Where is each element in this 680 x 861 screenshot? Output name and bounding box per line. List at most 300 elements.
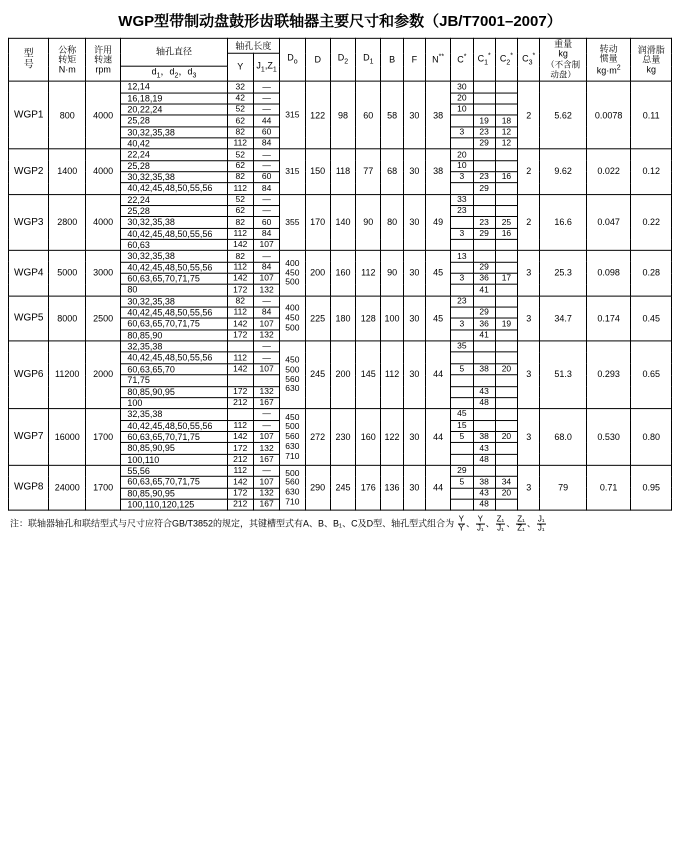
table-row bbox=[9, 81, 672, 92]
cell-C1 bbox=[473, 93, 495, 104]
cell-length-J1Z1: 167 bbox=[253, 397, 279, 408]
cell-C bbox=[451, 352, 473, 363]
cell-B: 80 bbox=[381, 194, 403, 250]
cell-C2 bbox=[495, 239, 517, 250]
cell-C2 bbox=[495, 352, 517, 363]
header-grease: 润滑脂 总量 kg bbox=[631, 38, 672, 81]
cell-N: 45 bbox=[425, 251, 450, 296]
cell-length-Y: 172 bbox=[227, 386, 253, 397]
table-header-row-1 bbox=[9, 38, 672, 53]
note-fractions bbox=[457, 514, 547, 533]
cell-C1: 43 bbox=[473, 488, 495, 499]
cell-C bbox=[451, 239, 473, 250]
cell-C1: 36 bbox=[473, 273, 495, 284]
cell-length-Y: 172 bbox=[227, 488, 253, 499]
cell-bore-diameter: 80 bbox=[121, 285, 227, 296]
header-bore-dia: 轴孔直径 bbox=[121, 38, 227, 66]
cell-C: 5 bbox=[451, 477, 473, 488]
cell-C2 bbox=[495, 397, 517, 408]
cell-length-J1Z1: 132 bbox=[253, 443, 279, 454]
cell-bore-diameter: 16,18,19 bbox=[121, 93, 227, 104]
cell-Do: 400 450 500 bbox=[280, 296, 305, 341]
cell-D: 225 bbox=[305, 296, 330, 341]
cell-C2 bbox=[495, 206, 517, 217]
cell-C bbox=[451, 330, 473, 341]
cell-C1 bbox=[473, 194, 495, 205]
cell-bore-diameter: 40,42,45,48,50,55,56 bbox=[121, 307, 227, 318]
cell-inertia: 0.293 bbox=[586, 341, 631, 409]
table-row bbox=[9, 149, 672, 160]
cell-speed: 4000 bbox=[85, 81, 120, 149]
cell-C1: 29 bbox=[473, 228, 495, 239]
cell-speed: 2000 bbox=[85, 341, 120, 409]
cell-length-J1Z1: 132 bbox=[253, 285, 279, 296]
cell-length-Y: 212 bbox=[227, 499, 253, 510]
cell-C2 bbox=[495, 341, 517, 352]
table-row bbox=[9, 194, 672, 205]
cell-C: 5 bbox=[451, 431, 473, 442]
cell-C2: 18 bbox=[495, 115, 517, 126]
cell-bore-diameter: 60,63,65,70,71,75 bbox=[121, 431, 227, 442]
cell-length-J1Z1: 84 bbox=[253, 307, 279, 318]
cell-C2: 12 bbox=[495, 127, 517, 138]
cell-weight: 5.62 bbox=[540, 81, 587, 149]
cell-C2 bbox=[495, 160, 517, 171]
table-row bbox=[9, 296, 672, 307]
cell-C1: 23 bbox=[473, 172, 495, 183]
cell-C2 bbox=[495, 262, 517, 273]
cell-N: 38 bbox=[425, 149, 450, 194]
cell-D1: 60 bbox=[356, 81, 381, 149]
cell-D2: 140 bbox=[330, 194, 355, 250]
cell-length-J1Z1: 132 bbox=[253, 330, 279, 341]
cell-D1: 160 bbox=[356, 409, 381, 465]
cell-bore-diameter: 22,24 bbox=[121, 149, 227, 160]
cell-weight: 16.6 bbox=[540, 194, 587, 250]
cell-grease: 0.22 bbox=[631, 194, 672, 250]
cell-C2: 20 bbox=[495, 431, 517, 442]
cell-F: 30 bbox=[403, 251, 425, 296]
cell-grease: 0.28 bbox=[631, 251, 672, 296]
cell-C2 bbox=[495, 104, 517, 115]
cell-model: WGP2 bbox=[9, 149, 49, 194]
cell-D2: 245 bbox=[330, 465, 355, 510]
note-separator: 、 bbox=[485, 518, 495, 529]
cell-D1: 90 bbox=[356, 194, 381, 250]
cell-length-Y: 52 bbox=[227, 194, 253, 205]
cell-F: 30 bbox=[403, 81, 425, 149]
cell-C1 bbox=[473, 239, 495, 250]
header-Do: $D_o$ bbox=[280, 38, 305, 81]
cell-length-Y: 82 bbox=[227, 127, 253, 138]
cell-C1: 29 bbox=[473, 262, 495, 273]
cell-C1 bbox=[473, 104, 495, 115]
cell-D: 245 bbox=[305, 341, 330, 409]
cell-C: 23 bbox=[451, 206, 473, 217]
cell-C2: 34 bbox=[495, 477, 517, 488]
cell-C2: 16 bbox=[495, 172, 517, 183]
cell-C: 20 bbox=[451, 93, 473, 104]
cell-F: 30 bbox=[403, 194, 425, 250]
table-note bbox=[8, 516, 672, 533]
cell-bore-diameter: 60,63,65,70,71,75 bbox=[121, 318, 227, 329]
header-C: C* bbox=[451, 38, 473, 81]
cell-inertia: 0.530 bbox=[586, 409, 631, 465]
cell-length-J1Z1: — bbox=[253, 93, 279, 104]
cell-Do: 315 bbox=[280, 81, 305, 149]
cell-Do: 400 450 500 bbox=[280, 251, 305, 296]
cell-C bbox=[451, 488, 473, 499]
cell-length-J1Z1: 107 bbox=[253, 477, 279, 488]
cell-C bbox=[451, 397, 473, 408]
cell-bore-diameter: 40,42,45,48,50,55,56 bbox=[121, 183, 227, 194]
cell-bore-diameter: 32,35,38 bbox=[121, 409, 227, 420]
cell-C: 3 bbox=[451, 172, 473, 183]
cell-length-Y: 52 bbox=[227, 149, 253, 160]
cell-C bbox=[451, 183, 473, 194]
cell-grease: 0.12 bbox=[631, 149, 672, 194]
note-text: 注：联轴器轴孔和联结型式与尺寸应符合GB/T3852的规定，其键槽型式有A、B、B₁、C及D型、轴孔型式组合为 bbox=[10, 518, 455, 529]
cell-bore-diameter: 30,32,35,38 bbox=[121, 172, 227, 183]
note-separator: 、 bbox=[465, 518, 475, 529]
cell-C bbox=[451, 375, 473, 386]
cell-C2 bbox=[495, 194, 517, 205]
cell-C2: 16 bbox=[495, 228, 517, 239]
cell-C1: 36 bbox=[473, 318, 495, 329]
note-fraction: $\frac{\text{Z₁}}{\text{Z₁}}$ bbox=[517, 514, 525, 533]
cell-speed: 4000 bbox=[85, 149, 120, 194]
cell-bore-diameter: 40,42,45,48,50,55,56 bbox=[121, 228, 227, 239]
cell-D1: 112 bbox=[356, 251, 381, 296]
cell-length-Y: 112 bbox=[227, 307, 253, 318]
cell-Do: 500 560 630 710 bbox=[280, 465, 305, 510]
cell-N: 38 bbox=[425, 81, 450, 149]
cell-length-Y: 142 bbox=[227, 273, 253, 284]
cell-inertia: 0.022 bbox=[586, 149, 631, 194]
cell-length-J1Z1: 107 bbox=[253, 239, 279, 250]
cell-length-Y: 112 bbox=[227, 138, 253, 149]
cell-F: 30 bbox=[403, 341, 425, 409]
cell-length-J1Z1: 60 bbox=[253, 127, 279, 138]
cell-C2: 19 bbox=[495, 318, 517, 329]
cell-D2: 200 bbox=[330, 341, 355, 409]
cell-B: 122 bbox=[381, 409, 403, 465]
cell-bore-diameter: 100,110 bbox=[121, 454, 227, 465]
cell-C: 35 bbox=[451, 341, 473, 352]
cell-N: 44 bbox=[425, 409, 450, 465]
cell-C3: 2 bbox=[518, 194, 540, 250]
cell-inertia: 0.0078 bbox=[586, 81, 631, 149]
header-model: 型 号 bbox=[9, 38, 49, 81]
cell-length-Y: 112 bbox=[227, 228, 253, 239]
header-D2: $D_2$ bbox=[330, 38, 355, 81]
cell-length-J1Z1: — bbox=[253, 81, 279, 92]
cell-length-Y: 82 bbox=[227, 296, 253, 307]
cell-C1 bbox=[473, 296, 495, 307]
cell-length-J1Z1: 107 bbox=[253, 364, 279, 375]
cell-length-Y: 142 bbox=[227, 239, 253, 250]
cell-weight: 51.3 bbox=[540, 341, 587, 409]
cell-C1: 23 bbox=[473, 127, 495, 138]
cell-C3: 3 bbox=[518, 465, 540, 510]
cell-C2 bbox=[495, 330, 517, 341]
cell-B: 90 bbox=[381, 251, 403, 296]
cell-C3: 3 bbox=[518, 296, 540, 341]
header-torque: 公称 转矩 N·m bbox=[49, 38, 85, 81]
cell-D: 200 bbox=[305, 251, 330, 296]
cell-C3: 3 bbox=[518, 341, 540, 409]
cell-length-J1Z1: — bbox=[253, 296, 279, 307]
cell-length-J1Z1: 167 bbox=[253, 454, 279, 465]
cell-C1: 29 bbox=[473, 183, 495, 194]
cell-Do: 450 500 560 630 bbox=[280, 341, 305, 409]
cell-C: 15 bbox=[451, 420, 473, 431]
cell-D1: 128 bbox=[356, 296, 381, 341]
cell-torque: 16000 bbox=[49, 409, 85, 465]
cell-torque: 8000 bbox=[49, 296, 85, 341]
cell-D: 170 bbox=[305, 194, 330, 250]
cell-Do: 315 bbox=[280, 149, 305, 194]
cell-D: 290 bbox=[305, 465, 330, 510]
note-separator: 、 bbox=[526, 518, 536, 529]
cell-bore-diameter: 60,63 bbox=[121, 239, 227, 250]
cell-grease: 0.65 bbox=[631, 341, 672, 409]
page-title: WGP型带制动盘鼓形齿联轴器主要尺寸和参数（JB/T7001–2007） bbox=[118, 12, 562, 30]
cell-length-Y: 52 bbox=[227, 104, 253, 115]
cell-bore-diameter: 32,35,38 bbox=[121, 341, 227, 352]
cell-C3: 3 bbox=[518, 251, 540, 296]
cell-bore-diameter: 80,85,90,95 bbox=[121, 386, 227, 397]
cell-bore-diameter: 100,110,120,125 bbox=[121, 499, 227, 510]
cell-length-Y: 212 bbox=[227, 454, 253, 465]
cell-bore-diameter: 60,63,65,70,71,75 bbox=[121, 477, 227, 488]
header-F: F bbox=[403, 38, 425, 81]
cell-model: WGP3 bbox=[9, 194, 49, 250]
cell-speed: 2500 bbox=[85, 296, 120, 341]
cell-C bbox=[451, 262, 473, 273]
cell-speed: 3000 bbox=[85, 251, 120, 296]
cell-length-Y bbox=[227, 375, 253, 386]
cell-bore-diameter: 80,85,90,95 bbox=[121, 488, 227, 499]
cell-length-J1Z1: — bbox=[253, 104, 279, 115]
cell-torque: 1400 bbox=[49, 149, 85, 194]
cell-length-J1Z1: 107 bbox=[253, 273, 279, 284]
cell-C1 bbox=[473, 206, 495, 217]
cell-C2: 20 bbox=[495, 364, 517, 375]
cell-length-J1Z1: — bbox=[253, 465, 279, 476]
cell-model: WGP6 bbox=[9, 341, 49, 409]
cell-length-Y bbox=[227, 341, 253, 352]
cell-C: 33 bbox=[451, 194, 473, 205]
cell-length-Y: 82 bbox=[227, 217, 253, 228]
cell-C bbox=[451, 443, 473, 454]
cell-bore-diameter: 55,56 bbox=[121, 465, 227, 476]
cell-length-Y: 42 bbox=[227, 93, 253, 104]
cell-speed: 4000 bbox=[85, 194, 120, 250]
table-body bbox=[9, 81, 672, 510]
header-B: B bbox=[381, 38, 403, 81]
cell-C3: 3 bbox=[518, 409, 540, 465]
cell-C1 bbox=[473, 375, 495, 386]
cell-C1: 38 bbox=[473, 477, 495, 488]
cell-grease: 0.11 bbox=[631, 81, 672, 149]
cell-length-J1Z1: — bbox=[253, 149, 279, 160]
cell-bore-diameter: 40,42,45,48,50,55,56 bbox=[121, 352, 227, 363]
cell-weight: 9.62 bbox=[540, 149, 587, 194]
cell-bore-diameter: 100 bbox=[121, 397, 227, 408]
cell-model: WGP5 bbox=[9, 296, 49, 341]
header-len-Y: Y bbox=[227, 53, 253, 81]
cell-F: 30 bbox=[403, 465, 425, 510]
cell-bore-diameter: 60,63,65,70 bbox=[121, 364, 227, 375]
cell-C1: 29 bbox=[473, 307, 495, 318]
cell-C1: 48 bbox=[473, 454, 495, 465]
cell-speed: 1700 bbox=[85, 465, 120, 510]
cell-Do: 450 500 560 630 710 bbox=[280, 409, 305, 465]
cell-bore-diameter: 40,42,45,48,50,55,56 bbox=[121, 420, 227, 431]
cell-C1: 23 bbox=[473, 217, 495, 228]
cell-C1 bbox=[473, 420, 495, 431]
cell-B: 100 bbox=[381, 296, 403, 341]
cell-length-Y: 62 bbox=[227, 115, 253, 126]
cell-D: 122 bbox=[305, 81, 330, 149]
cell-C: 10 bbox=[451, 160, 473, 171]
cell-length-Y: 82 bbox=[227, 172, 253, 183]
cell-N: 44 bbox=[425, 341, 450, 409]
cell-B: 58 bbox=[381, 81, 403, 149]
cell-N: 45 bbox=[425, 296, 450, 341]
cell-C1: 38 bbox=[473, 364, 495, 375]
cell-D1: 176 bbox=[356, 465, 381, 510]
cell-C bbox=[451, 217, 473, 228]
cell-C bbox=[451, 307, 473, 318]
cell-length-J1Z1: — bbox=[253, 160, 279, 171]
cell-C2 bbox=[495, 296, 517, 307]
cell-D: 150 bbox=[305, 149, 330, 194]
cell-length-J1Z1: 60 bbox=[253, 217, 279, 228]
header-weight: 重量 kg （不含制 动盘） bbox=[540, 38, 587, 81]
header-inertia: 转动 惯量 $kg\cdot m^2$ bbox=[586, 38, 631, 81]
header-C2: $C_2^*$ bbox=[495, 38, 517, 81]
cell-bore-diameter: 80,85,90,95 bbox=[121, 443, 227, 454]
cell-C: 20 bbox=[451, 149, 473, 160]
cell-D1: 77 bbox=[356, 149, 381, 194]
cell-C1 bbox=[473, 341, 495, 352]
cell-length-J1Z1: — bbox=[253, 194, 279, 205]
cell-inertia: 0.71 bbox=[586, 465, 631, 510]
cell-C3: 2 bbox=[518, 81, 540, 149]
cell-bore-diameter: 30,32,35,38 bbox=[121, 251, 227, 262]
cell-length-Y: 172 bbox=[227, 443, 253, 454]
cell-C bbox=[451, 499, 473, 510]
cell-C2 bbox=[495, 251, 517, 262]
cell-D2: 98 bbox=[330, 81, 355, 149]
cell-F: 30 bbox=[403, 149, 425, 194]
cell-F: 30 bbox=[403, 296, 425, 341]
cell-B: 112 bbox=[381, 341, 403, 409]
cell-bore-diameter: 12,14 bbox=[121, 81, 227, 92]
cell-torque: 11200 bbox=[49, 341, 85, 409]
cell-bore-diameter: 40,42 bbox=[121, 138, 227, 149]
cell-D2: 118 bbox=[330, 149, 355, 194]
cell-length-J1Z1: 107 bbox=[253, 431, 279, 442]
cell-C2 bbox=[495, 81, 517, 92]
cell-C bbox=[451, 138, 473, 149]
cell-bore-diameter: 30,32,35,38 bbox=[121, 127, 227, 138]
cell-C: 3 bbox=[451, 228, 473, 239]
header-bore-len: 轴孔长度 bbox=[227, 38, 280, 53]
cell-D2: 160 bbox=[330, 251, 355, 296]
table-row bbox=[9, 251, 672, 262]
cell-C1 bbox=[473, 81, 495, 92]
cell-length-J1Z1: 167 bbox=[253, 499, 279, 510]
cell-length-Y: 112 bbox=[227, 183, 253, 194]
cell-C2 bbox=[495, 454, 517, 465]
header-len-J1Z1: $J_1,Z_1$ bbox=[253, 53, 279, 81]
cell-length-Y: 112 bbox=[227, 420, 253, 431]
cell-C2 bbox=[495, 499, 517, 510]
cell-Do: 355 bbox=[280, 194, 305, 250]
header-bore-dia-sub: $d_1$，$d_2$，$d_3$ bbox=[121, 66, 227, 81]
cell-length-Y: 62 bbox=[227, 160, 253, 171]
cell-length-J1Z1: 84 bbox=[253, 138, 279, 149]
cell-length-Y: 142 bbox=[227, 364, 253, 375]
note-separator: 、 bbox=[506, 518, 516, 529]
cell-length-Y: 62 bbox=[227, 206, 253, 217]
cell-C bbox=[451, 386, 473, 397]
cell-C2 bbox=[495, 386, 517, 397]
cell-bore-diameter: 30,32,35,38 bbox=[121, 217, 227, 228]
cell-speed: 1700 bbox=[85, 409, 120, 465]
cell-C: 45 bbox=[451, 409, 473, 420]
cell-length-J1Z1: — bbox=[253, 352, 279, 363]
cell-length-J1Z1: — bbox=[253, 409, 279, 420]
cell-C: 3 bbox=[451, 318, 473, 329]
cell-length-J1Z1: 44 bbox=[253, 115, 279, 126]
cell-length-J1Z1: 84 bbox=[253, 262, 279, 273]
cell-length-Y: 32 bbox=[227, 81, 253, 92]
cell-bore-diameter: 80,85,90 bbox=[121, 330, 227, 341]
header-speed: 许用 转速 rpm bbox=[85, 38, 120, 81]
cell-D2: 230 bbox=[330, 409, 355, 465]
cell-length-J1Z1: 84 bbox=[253, 228, 279, 239]
cell-C: 23 bbox=[451, 296, 473, 307]
note-fraction: $\frac{\text{J₁}}{\text{J₁}}$ bbox=[537, 514, 545, 533]
cell-grease: 0.45 bbox=[631, 296, 672, 341]
cell-C2 bbox=[495, 285, 517, 296]
cell-C1 bbox=[473, 251, 495, 262]
cell-model: WGP4 bbox=[9, 251, 49, 296]
cell-torque: 24000 bbox=[49, 465, 85, 510]
cell-bore-diameter: 60,63,65,70,71,75 bbox=[121, 273, 227, 284]
cell-grease: 0.80 bbox=[631, 409, 672, 465]
cell-C1 bbox=[473, 160, 495, 171]
cell-length-J1Z1 bbox=[253, 375, 279, 386]
table-row bbox=[9, 341, 672, 352]
cell-model: WGP1 bbox=[9, 81, 49, 149]
cell-C1 bbox=[473, 352, 495, 363]
cell-C2 bbox=[495, 375, 517, 386]
cell-length-Y: 142 bbox=[227, 477, 253, 488]
cell-C: 3 bbox=[451, 127, 473, 138]
cell-length-J1Z1: — bbox=[253, 206, 279, 217]
cell-C2 bbox=[495, 420, 517, 431]
cell-C: 10 bbox=[451, 104, 473, 115]
cell-torque: 2800 bbox=[49, 194, 85, 250]
cell-weight: 68.0 bbox=[540, 409, 587, 465]
cell-C1: 38 bbox=[473, 431, 495, 442]
cell-C3: 2 bbox=[518, 149, 540, 194]
